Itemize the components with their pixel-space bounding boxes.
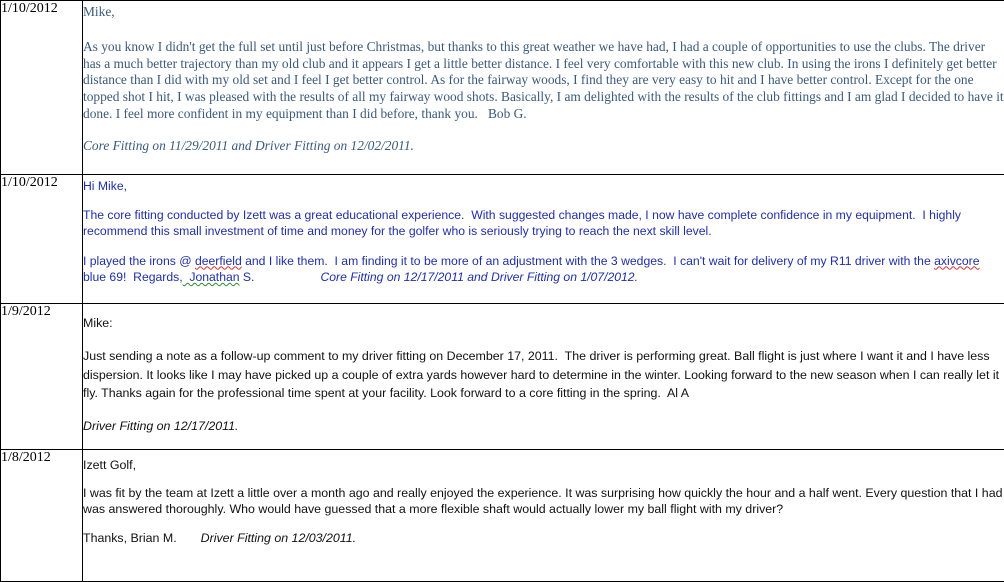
greeting: Izett Golf, — [83, 450, 1004, 474]
spelling-flag-word: deerfield — [195, 254, 242, 268]
paragraph-text: I played the irons @ — [83, 254, 195, 268]
fitting-note: Core Fitting on 11/29/2011 and Driver Fitting on 12/02/2011. — [83, 138, 1004, 155]
entry-date: 1/10/2012 — [1, 1, 83, 175]
testimonial-body — [83, 175, 1004, 304]
table-row — [1, 304, 1004, 450]
fitting-note: Driver Fitting on 12/03/2011. — [201, 531, 356, 545]
testimonial-body — [83, 304, 1004, 450]
signoff: Thanks, Brian M. — [83, 531, 177, 545]
testimonial-paragraph: I was fit by the team at Izett a little over a month ago and really enjoyed the experience. It was surprising how quickly the hour and a half went. Every question that I had was answered thoroughly. Who would have guessed that a more flexible shaft would actually lower my ball flight with my driver? — [83, 486, 1004, 518]
grammar-flag-word: Jonathan — [183, 270, 240, 284]
paragraph-text: blue 69! Regards, — [83, 254, 983, 285]
fitting-note: Driver Fitting on 12/17/2011. — [83, 417, 1004, 435]
testimonial-paragraph: Just sending a note as a follow-up comment to my driver fitting on December 17, 2011. The driver is performing great. Ball flight is just where I want it and I have less dispersion. It looks like I may have picked up a couple of extra yards however hard to determine in the winter. Looking forward to the new season when I can really let it fly. Thanks again for the professional time spent at your facility. Look forward to a core fitting in the spring. Al A — [83, 347, 1004, 402]
signoff-line — [83, 531, 1004, 547]
greeting: Mike: — [83, 304, 1004, 332]
testimonial-body — [83, 450, 1004, 582]
paragraph-text: S. — [240, 270, 255, 284]
testimonial-paragraph: The core fitting conducted by Izett was a great educational experience. With suggested changes made, I now have complete confidence in my equipment. I highly recommend this small investment of time and money for the golfer who is seriously trying to reach the next skill level. — [83, 207, 1004, 240]
table-row — [1, 1, 1004, 175]
paragraph-text: and I like them. I am finding it to be more of an adjustment with the 3 wedges. I can't wait for delivery of my R11 driver with the — [242, 254, 934, 268]
table-row — [1, 450, 1004, 582]
testimonial-paragraph — [83, 253, 1004, 286]
testimonial-body — [83, 1, 1004, 175]
entry-date: 1/8/2012 — [1, 450, 83, 582]
greeting: Hi Mike, — [83, 175, 1004, 195]
entry-date: 1/9/2012 — [1, 304, 83, 450]
fitting-note: Core Fitting on 12/17/2011 and Driver Fitting on 1/07/2012. — [320, 270, 638, 284]
entry-date: 1/10/2012 — [1, 175, 83, 304]
greeting: Mike, — [83, 1, 1004, 21]
table-row — [1, 175, 1004, 304]
testimonial-paragraph: As you know I didn't get the full set until just before Christmas, but thanks to this great weather we have had, I had a couple of opportunities to use the clubs. The driver has a much better trajectory than my old club and it appears I get a little better distance. I feel very comfortable with this new club. In using the irons I definitely get better distance than I did with my old set and I feel I get better control. As for the fairway woods, I find they are very easy to hit and I have better control. Except for the one topped shot I hit, I was pleased with the results of all my fairway wood shots. Basically, I am delighted with the results of the club fittings and I am glad I decided to have it done. I feel more confident in my equipment than I did before, thank you. Bob G. — [83, 39, 1004, 123]
spelling-flag-word: axivcore — [934, 254, 979, 268]
